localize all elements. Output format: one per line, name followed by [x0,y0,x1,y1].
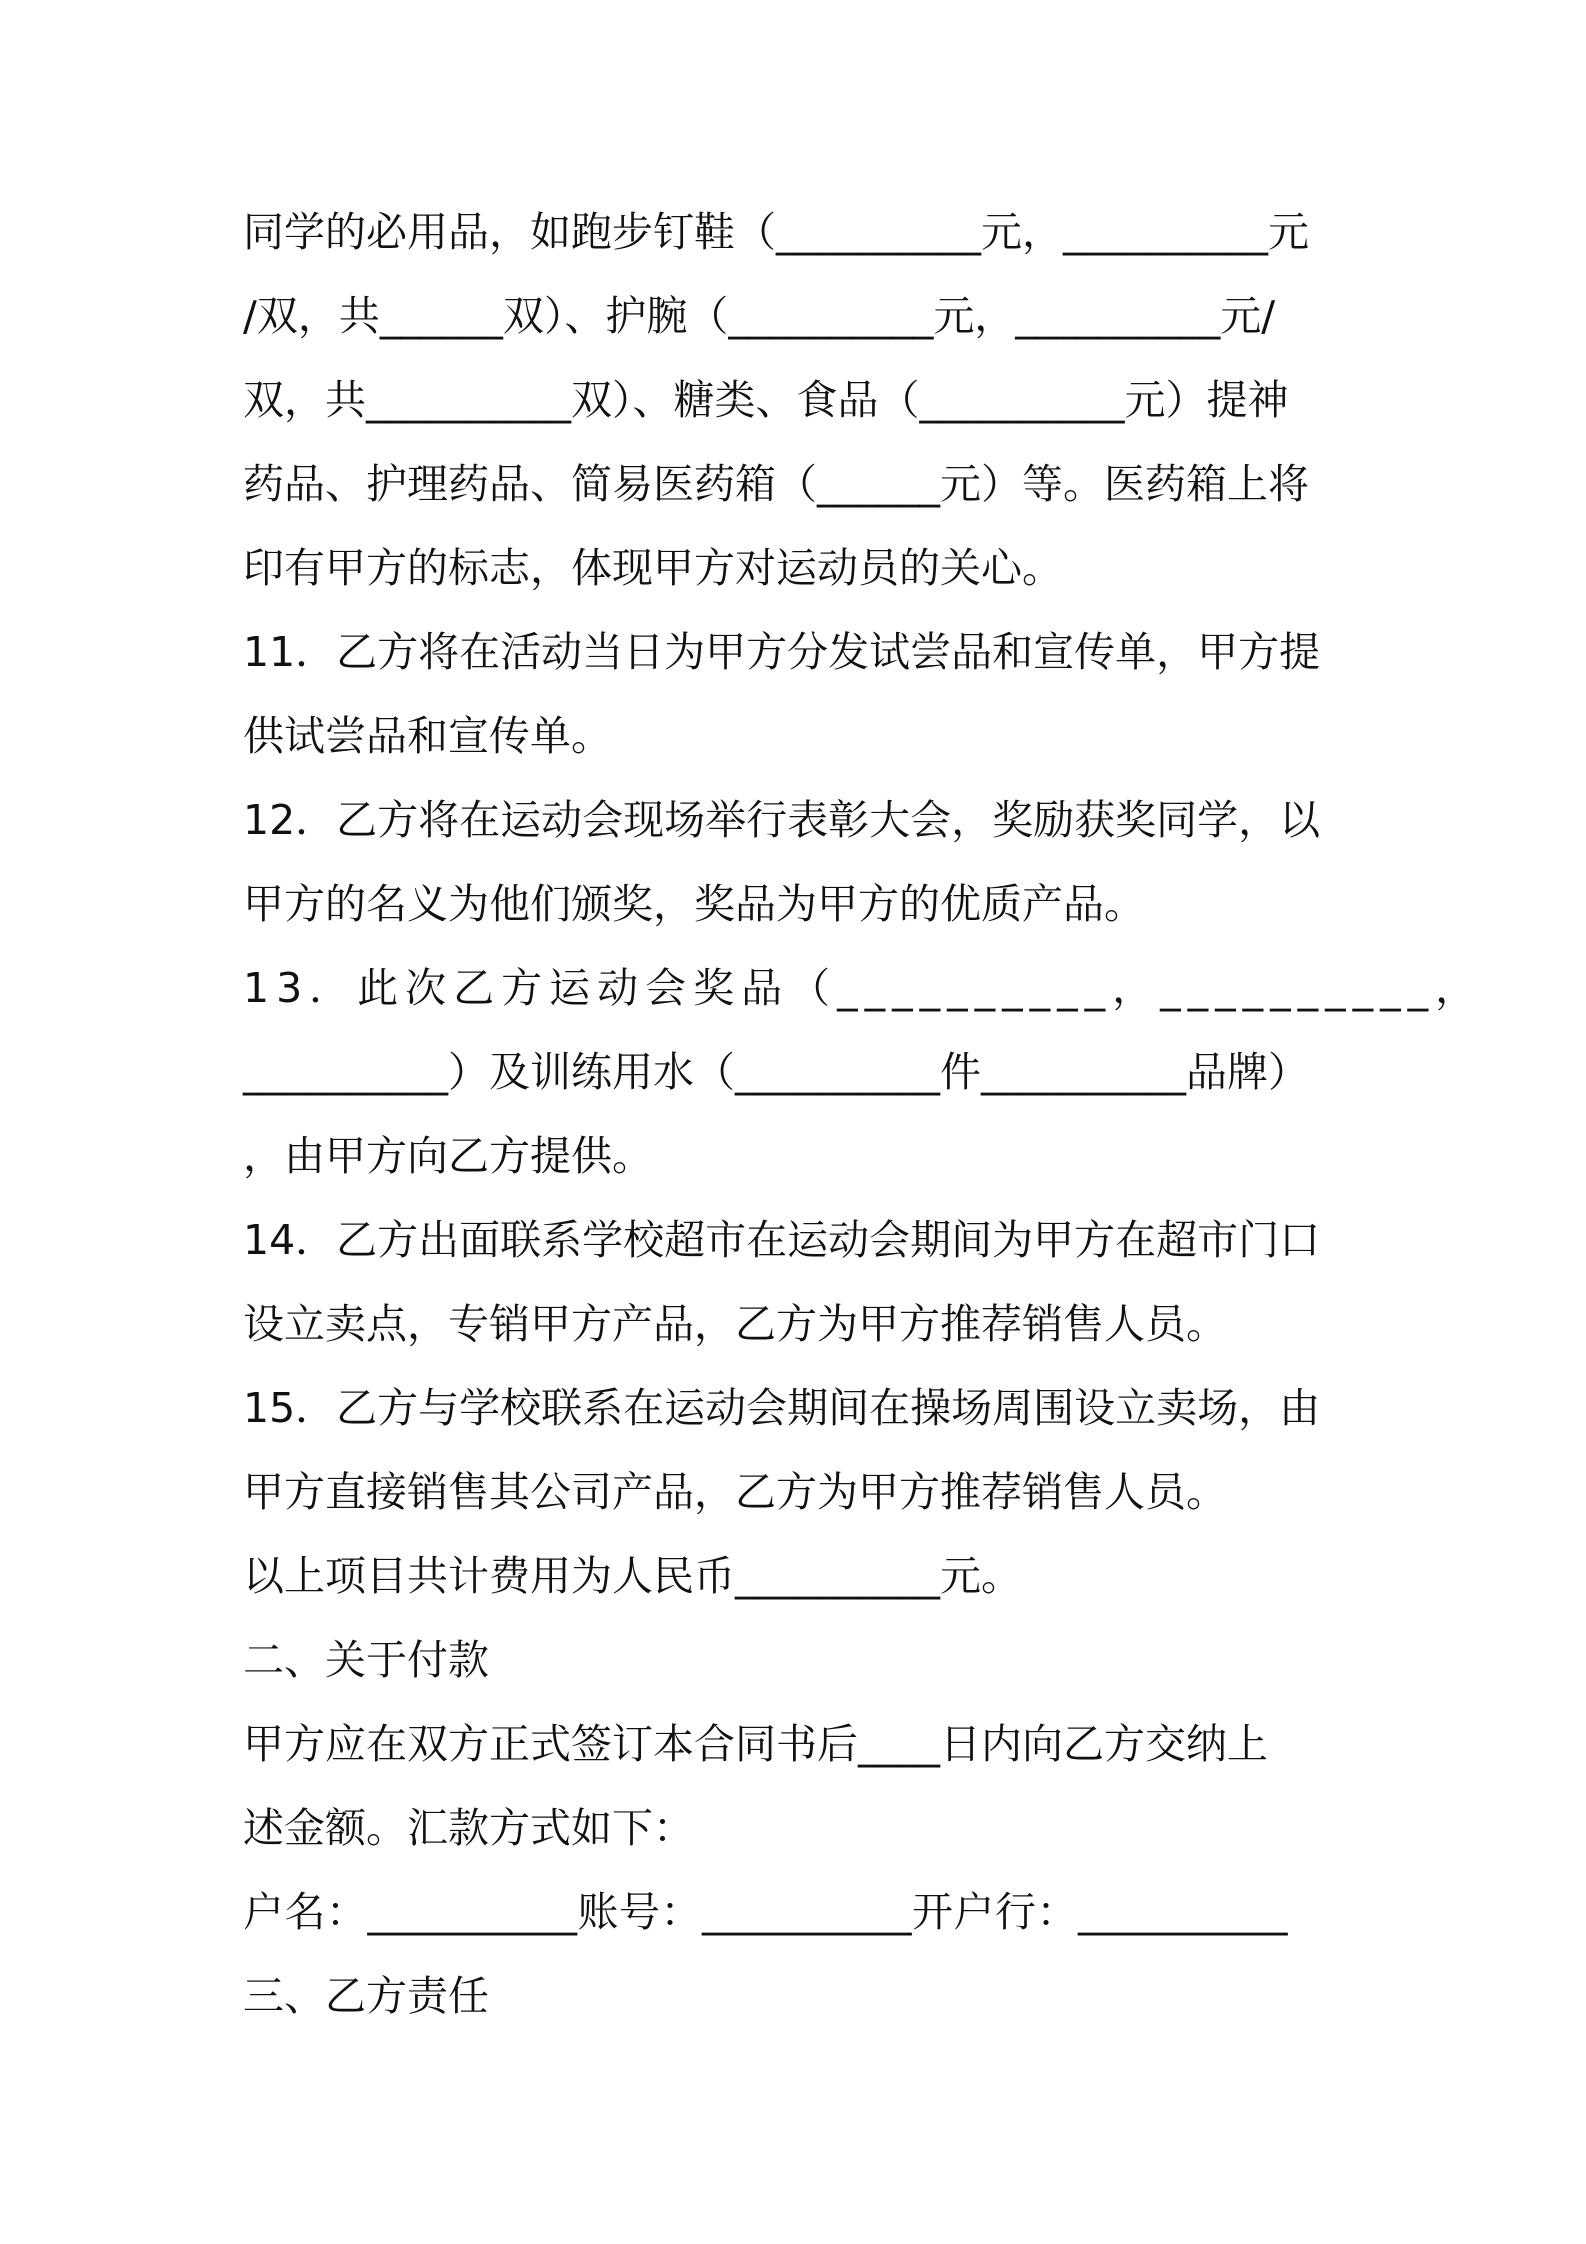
text-line: 甲方的名义为他们颁奖，奖品为甲方的优质产品。 [243,880,1145,928]
text-line: 述金额。汇款方式如下： [243,1804,694,1852]
text-line: 甲方直接销售其公司产品，乙方为甲方推荐销售人员。 [243,1468,1227,1516]
text-line: 双，共__________双）、糖类、食品（__________元）提神 [243,376,1289,424]
total-cost-line: 以上项目共计费用为人民币__________元。 [243,1552,1022,1600]
clause-13-line: 13．此次乙方运动会奖品（__________，__________， [243,964,1484,1012]
text-line: __________）及训练用水（__________件__________品牌） [243,1048,1309,1096]
clause-15-line: 15．乙方与学校联系在运动会期间在操场周围设立卖场，由 [243,1384,1321,1432]
section-heading-payment: 二、关于付款 [243,1636,489,1684]
clause-11-line: 11．乙方将在活动当日为甲方分发试尝品和宣传单，甲方提 [243,628,1321,676]
text-line: 甲方应在双方正式签订本合同书后____日内向乙方交纳上 [243,1720,1268,1768]
clause-12-line: 12．乙方将在运动会现场举行表彰大会，奖励获奖同学，以 [243,796,1321,844]
text-line: /双，共______双）、护腕（__________元，__________元/ [243,292,1276,340]
text-line: 印有甲方的标志，体现甲方对运动员的关心。 [243,544,1063,592]
contract-text-body [243,190,1484,2038]
bank-account-line: 户名：__________账号：__________开户行：__________ [243,1888,1288,1936]
clause-14-line: 14．乙方出面联系学校超市在运动会期间为甲方在超市门口 [243,1216,1321,1264]
text-line: 设立卖点，专销甲方产品，乙方为甲方推荐销售人员。 [243,1300,1227,1348]
text-line: ，由甲方向乙方提供。 [243,1132,653,1180]
text-line: 药品、护理药品、简易医药箱（______元）等。医药箱上将 [243,460,1309,508]
text-line: 同学的必用品，如跑步钉鞋（__________元，__________元 [243,208,1309,256]
text-line: 供试尝品和宣传单。 [243,712,612,760]
section-heading-party-b-responsibility: 三、乙方责任 [243,1972,489,2020]
